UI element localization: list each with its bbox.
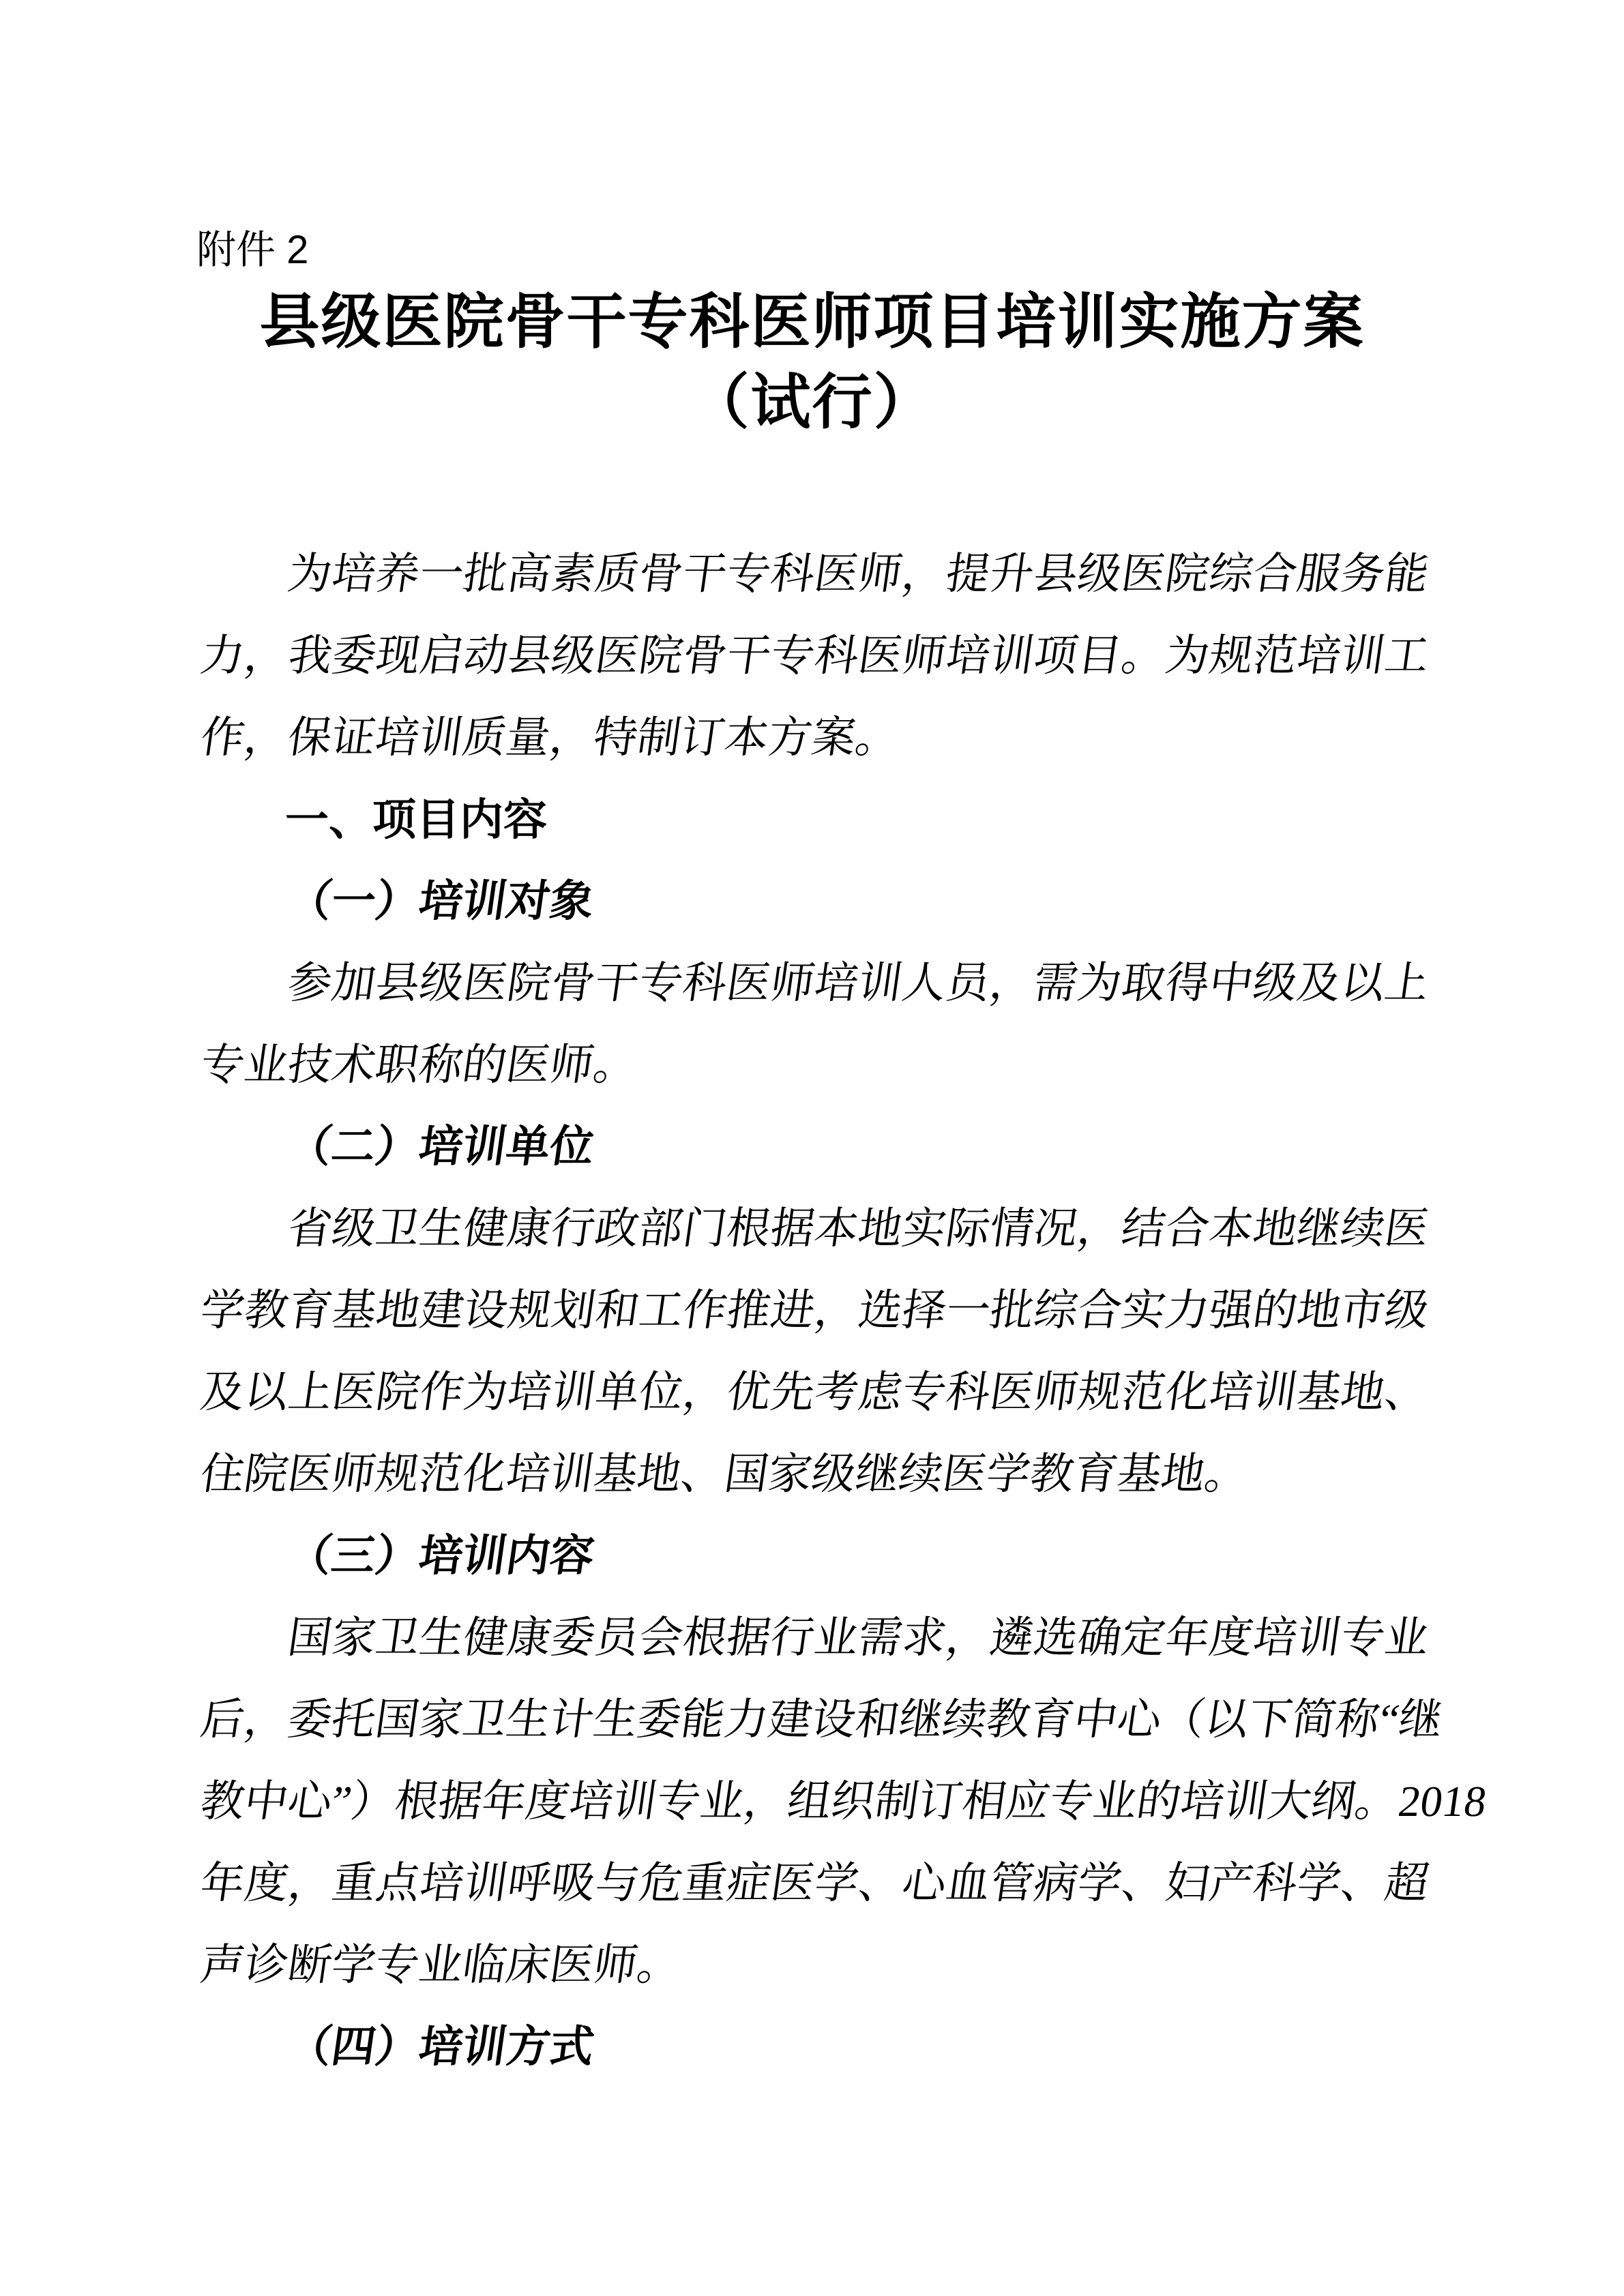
doc-title-line1: 县级医院骨干专科医师项目培训实施方案 <box>259 290 1365 356</box>
subsection-heading: （二）培训单位 <box>284 1122 597 1171</box>
subsection-heading: （四）培训方式 <box>284 2023 597 2071</box>
body-line: 国家卫生健康委员会根据行业需求，遴选确定年度培训专业 <box>284 1613 1432 1662</box>
body-line: 学教育基地建设规划和工作推进，选择一批综合实力强的地市级 <box>197 1286 1432 1335</box>
body-line: 专业技术职称的医师。 <box>197 1041 641 1089</box>
body-line: 教中心”）根据年度培训专业，组织制订相应专业的培训大纲。2018 <box>197 1777 1490 1825</box>
body-line: 后，委托国家卫生计生委能力建设和继续教育中心（以下简称“继 <box>197 1695 1446 1744</box>
body-line: 住院医师规范化培训基地、国家级继续医学教育基地。 <box>197 1450 1252 1498</box>
subsection-heading: （三）培训内容 <box>284 1532 597 1580</box>
body-line: 声诊断学专业临床医师。 <box>197 1941 685 1989</box>
body-line: 作，保证培训质量，特制订本方案。 <box>197 713 903 762</box>
body-line: 力，我委现启动县级医院骨干专科医师培训项目。为规范培训工 <box>197 631 1432 680</box>
body-line: 省级卫生健康行政部门根据本地实际情况，结合本地继续医 <box>284 1204 1432 1253</box>
section-heading: 一、项目内容 <box>285 795 547 844</box>
attachment-label: 附件 2 <box>196 228 309 272</box>
body-line: 及以上医院作为培训单位，优先考虑专科医师规范化培训基地、 <box>197 1368 1432 1416</box>
body-line: 为培养一批高素质骨干专科医师，提升县级医院综合服务能 <box>284 550 1432 598</box>
doc-title-line2: （试行） <box>689 370 935 436</box>
subsection-heading: （一）培训对象 <box>284 877 597 925</box>
body-line: 年度，重点培训呼吸与危重症医学、心血管病学、妇产科学、超 <box>197 1859 1432 1907</box>
body-line: 参加县级医院骨干专科医师培训人员，需为取得中级及以上 <box>284 959 1432 1007</box>
